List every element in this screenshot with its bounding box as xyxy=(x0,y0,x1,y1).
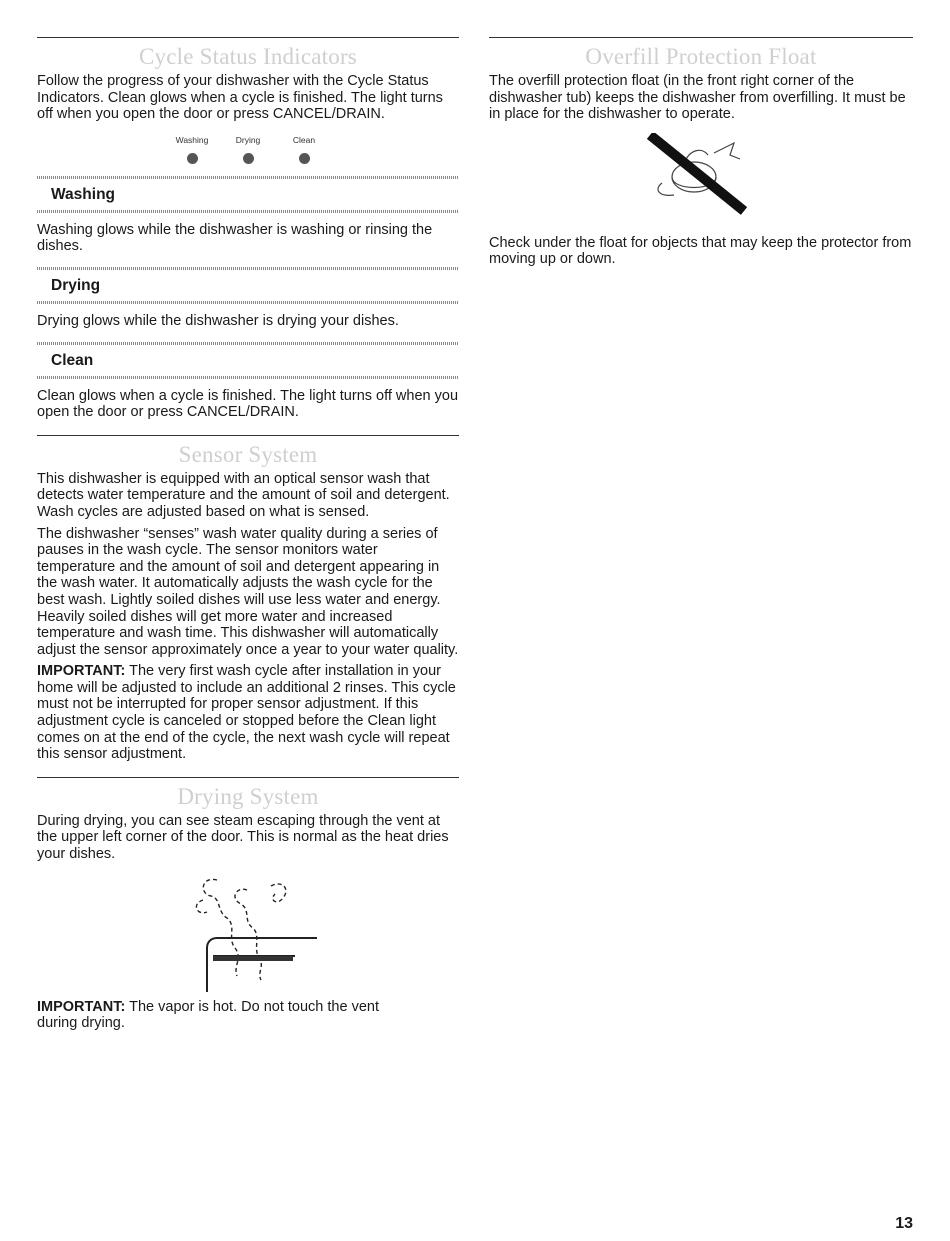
subheading-band xyxy=(37,301,459,304)
overfill-heading: Overfill Protection Float xyxy=(585,44,817,69)
important-label: IMPORTANT: xyxy=(37,998,126,1015)
left-column xyxy=(37,37,459,1037)
sensor-system-heading: Sensor System xyxy=(178,441,318,467)
overfill-float-icon xyxy=(644,133,754,221)
drying-text: Drying glows while the dishwasher is drying your dishes. xyxy=(37,312,399,329)
section-divider xyxy=(37,37,459,38)
steam-vent-icon xyxy=(187,868,327,993)
overfill-paragraph-1: The overfill protection float (in the front right corner of the dishwasher tub) keeps the dishwasher from overfilling. It must be in place for the dishwasher to operate. xyxy=(489,73,906,123)
drying-important xyxy=(37,999,387,1032)
right-column xyxy=(489,37,913,273)
page-number: 13 xyxy=(895,1215,913,1232)
indicator-label: Washing xyxy=(175,134,209,145)
indicator-label: Drying xyxy=(235,134,261,145)
sensor-paragraph-1: This dishwasher is equipped with an optical sensor wash that detects water temperature and the amount of soil and detergent. Wash cycles are adjusted based on what is sensed. xyxy=(37,470,450,520)
indicator-light-icon xyxy=(243,153,254,164)
indicator-washing xyxy=(174,135,210,164)
cycle-status-intro: Follow the progress of your dishwasher with the Cycle Status Indicators. Clean glows when a cycle is finished. The light turns off when you open the door or press CANCEL/DRAIN. xyxy=(37,73,443,123)
cycle-status-heading: Cycle Status Indicators xyxy=(139,44,357,69)
drying-system-heading: Drying System xyxy=(177,783,319,809)
drying-subheading: Drying xyxy=(51,276,101,294)
washing-subheading: Washing xyxy=(51,185,116,203)
sensor-paragraph-2: The dishwasher “senses” wash water quality during a series of pauses in the wash cycle. The sensor monitors water temperature and the amount of soil and detergent appearing in the wash water. It automatically adjusts the wash cycle for the best wash. Lightly soiled dishes will use less water and energy. Heavily soiled dishes will get more water and increased temperature and wash time. This dishwasher will automatically adjust the sensor approximately once a year to your water quality. xyxy=(37,525,459,658)
drying-paragraph: During drying, you can see steam escaping through the vent at the upper left corner of the door. This is normal as the heat dries your dishes. xyxy=(37,812,449,863)
indicator-light-icon xyxy=(187,153,198,164)
important-label: IMPORTANT: xyxy=(37,663,126,680)
indicator-light-icon xyxy=(299,153,310,164)
subheading-band xyxy=(37,210,459,213)
important-text: The vapor is hot. Do not touch the vent during drying. xyxy=(37,998,379,1032)
section-divider xyxy=(489,37,913,38)
clean-text: Clean glows when a cycle is finished. The light turns off when you open the door or press CANCEL/DRAIN. xyxy=(37,387,459,421)
overfill-paragraph-2: Check under the float for objects that may keep the protector from moving up or down. xyxy=(489,234,912,268)
washing-text: Washing glows while the dishwasher is washing or rinsing the dishes. xyxy=(37,221,433,255)
indicator-label: Clean xyxy=(292,134,316,145)
clean-subheading: Clean xyxy=(51,351,94,369)
indicator-clean xyxy=(286,135,322,164)
important-text: The very first wash cycle after installation in your home will be adjusted to include an additional 2 rinses. This cycle must not be interrupted for proper sensor adjustment. If this adjustment cycle is canceled or stopped before the Clean light comes on at the end of the cycle, the next wash cycle will repeat this sensor adjustment. xyxy=(37,663,456,763)
subheading-band xyxy=(37,376,459,379)
cycle-indicator-diagram xyxy=(37,135,459,164)
sensor-important xyxy=(37,663,459,763)
section-divider xyxy=(37,777,459,778)
indicator-drying xyxy=(230,135,266,164)
section-divider xyxy=(37,435,459,436)
